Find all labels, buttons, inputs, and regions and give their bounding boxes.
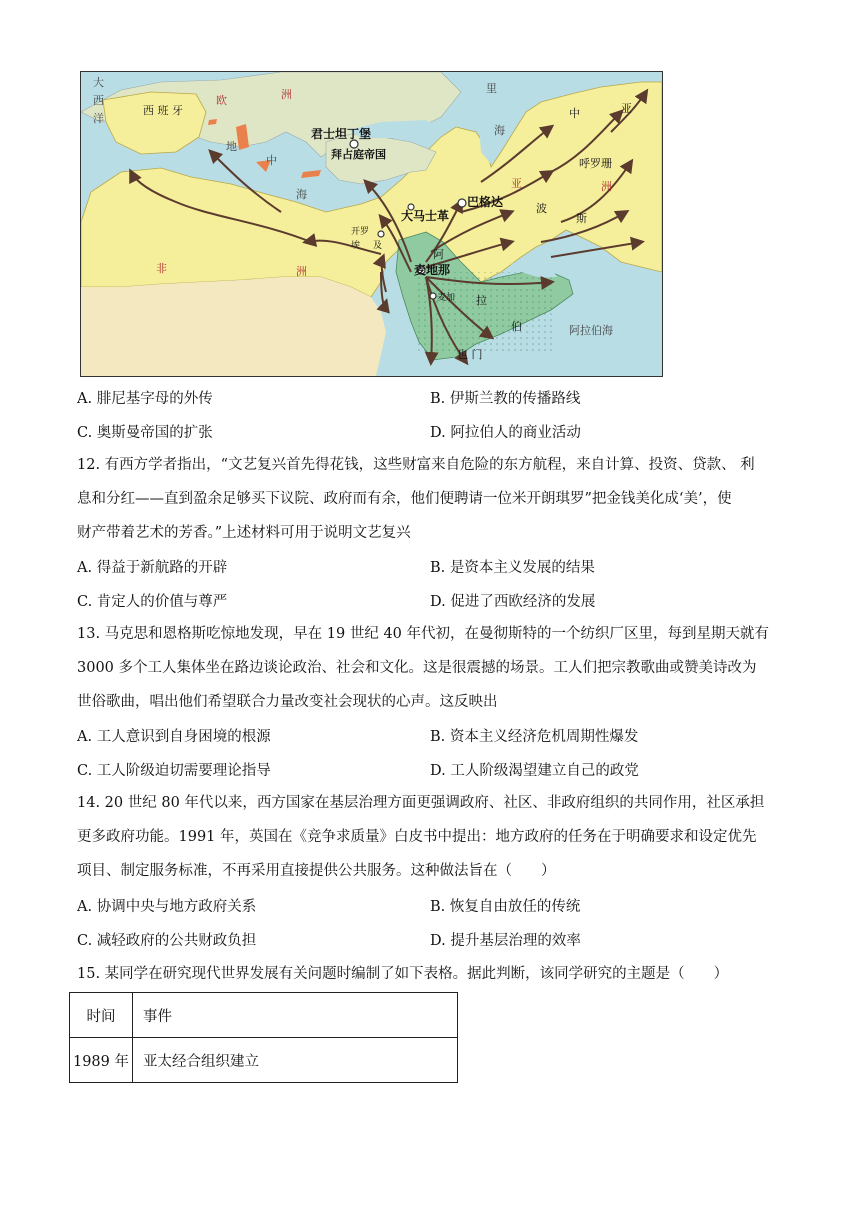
map-label: 地 [226,140,237,153]
map-label: 非 [156,262,167,275]
table-cell-event: 亚太经合组织建立 [133,1038,458,1083]
q14-stem [77,786,783,888]
constantinople-marker [350,140,358,148]
q12-stem-line: 12. 有西方学者指出，“文艺复兴首先得花钱，这些财富来自危险的东方航程，来自计算、投资、贷款、 利 [77,457,755,473]
q11-option-c: C. 奥斯曼帝国的扩张 [77,425,213,441]
map-label: 里 [486,82,497,95]
map-label: 中 [266,154,277,167]
q14-option-c: C. 减轻政府的公共财政负担 [77,933,257,949]
map-label: 西 班 牙 [143,104,183,117]
table-row [70,1038,458,1083]
table-header-time: 时间 [70,993,133,1038]
q13-stem-line: 世俗歌曲，唱出他们希望联合力量改变社会现状的心声。这反映出 [77,694,498,710]
q12-stem-line: 财产带着艺术的芳香。”上述材料可用于说明文艺复兴 [77,525,411,541]
mecca-marker [430,293,436,299]
map-label: 大 [93,76,104,89]
map-label: 亚 [511,177,522,190]
map-label: 君士坦丁堡 [311,127,372,141]
q12-option-c: C. 肯定人的价值与尊严 [77,594,228,610]
q15-table [69,992,458,1083]
historical-map [80,71,663,377]
q14-stem-line: 项目、制定服务标准，不再采用直接提供公共服务。这种做法旨在（ ） [77,863,556,879]
q13-stem-line: 3000 多个工人集体坐在路边谈论政治、社会和文化。这是很震撼的场景。工人们把宗教歌曲或赞美诗改为 [77,660,757,676]
map-label: 欧 [216,94,227,107]
q14-option-b: B. 恢复自由放任的传统 [430,899,581,915]
map-label: 麦地那 [414,263,451,277]
map-label: 亚 [621,102,632,115]
q13-option-a: A. 工人意识到自身困境的根源 [77,729,271,745]
map-label: 阿 [433,248,444,261]
map-label: 海 [296,188,307,201]
map-label: 麦加 [437,293,456,303]
q14-option-d: D. 提升基层治理的效率 [430,933,581,949]
map-label: 波 [536,202,547,215]
africa-land [81,277,386,376]
q13-option-c: C. 工人阶级迫切需要理论指导 [77,763,271,779]
q12-option-a: A. 得益于新航路的开辟 [77,560,228,576]
map-label: 拜占庭帝国 [331,148,386,161]
q11-option-d: D. 阿拉伯人的商业活动 [430,425,581,441]
q13-option-d: D. 工人阶级渴望建立自己的政党 [430,763,639,779]
table-cell-time: 1989 年 [70,1038,133,1083]
map-label: 巴格达 [467,195,504,209]
baghdad-marker [458,199,466,207]
map-label: 海 [494,124,505,137]
map-label: 中 [569,107,580,120]
q12-stem [77,448,783,550]
q13-stem-line: 13. 马克思和恩格斯吃惊地发现，早在 19 世纪 40 年代初，在曼彻斯特的一个纺织厂区里，每到星期天就有 [77,626,770,642]
map-label: 洲 [601,180,612,193]
q14-stem-line: 更多政府功能。1991 年，英国在《竞争求质量》白皮书中提出：地方政府的任务在于明确要求和设定优先 [77,829,757,845]
map-label: 洋 [93,112,104,125]
q11-option-b: B. 伊斯兰教的传播路线 [430,391,581,407]
map-label: 洲 [281,88,292,101]
q13-option-b: B. 资本主义经济危机周期性爆发 [430,729,639,745]
table-header-row [70,993,458,1038]
q12-stem-line: 息和分红——直到盈余足够买下议院、政府而有余，他们便聘请一位米开朗琪罗”把金钱美化成‘美’，使 [77,491,732,507]
map-label: 开罗 [351,227,370,237]
table-header-event: 事件 [133,993,458,1038]
q11-option-a: A. 腓尼基字母的外传 [77,391,213,407]
map-label: 洲 [296,265,307,278]
map-label: 伯 [511,320,522,333]
cairo-marker [378,231,384,237]
map-label: 埃 [351,241,361,251]
map-svg [81,72,662,376]
q15-stem: 15. 某同学在研究现代世界发展有关问题时编制了如下表格。据此判断，该同学研究的主题是（ ） [77,966,729,982]
map-label: 西 [93,94,104,107]
map-label: 及 [373,241,383,251]
q14-option-a: A. 协调中央与地方政府关系 [77,899,257,915]
map-label: 大马士革 [401,209,450,223]
map-label: 阿拉伯海 [569,324,613,337]
q14-stem-line: 14. 20 世纪 80 年代以来，西方国家在基层治理方面更强调政府、社区、非政府组织的共同作用，社区承担 [77,795,765,811]
map-label: 也 门 [457,348,483,361]
q13-stem [77,617,783,719]
map-label: 拉 [476,294,487,307]
q12-option-b: B. 是资本主义发展的结果 [430,560,595,576]
map-label: 斯 [576,212,587,225]
q12-option-d: D. 促进了西欧经济的发展 [430,594,596,610]
map-label: 呼罗珊 [579,157,612,170]
